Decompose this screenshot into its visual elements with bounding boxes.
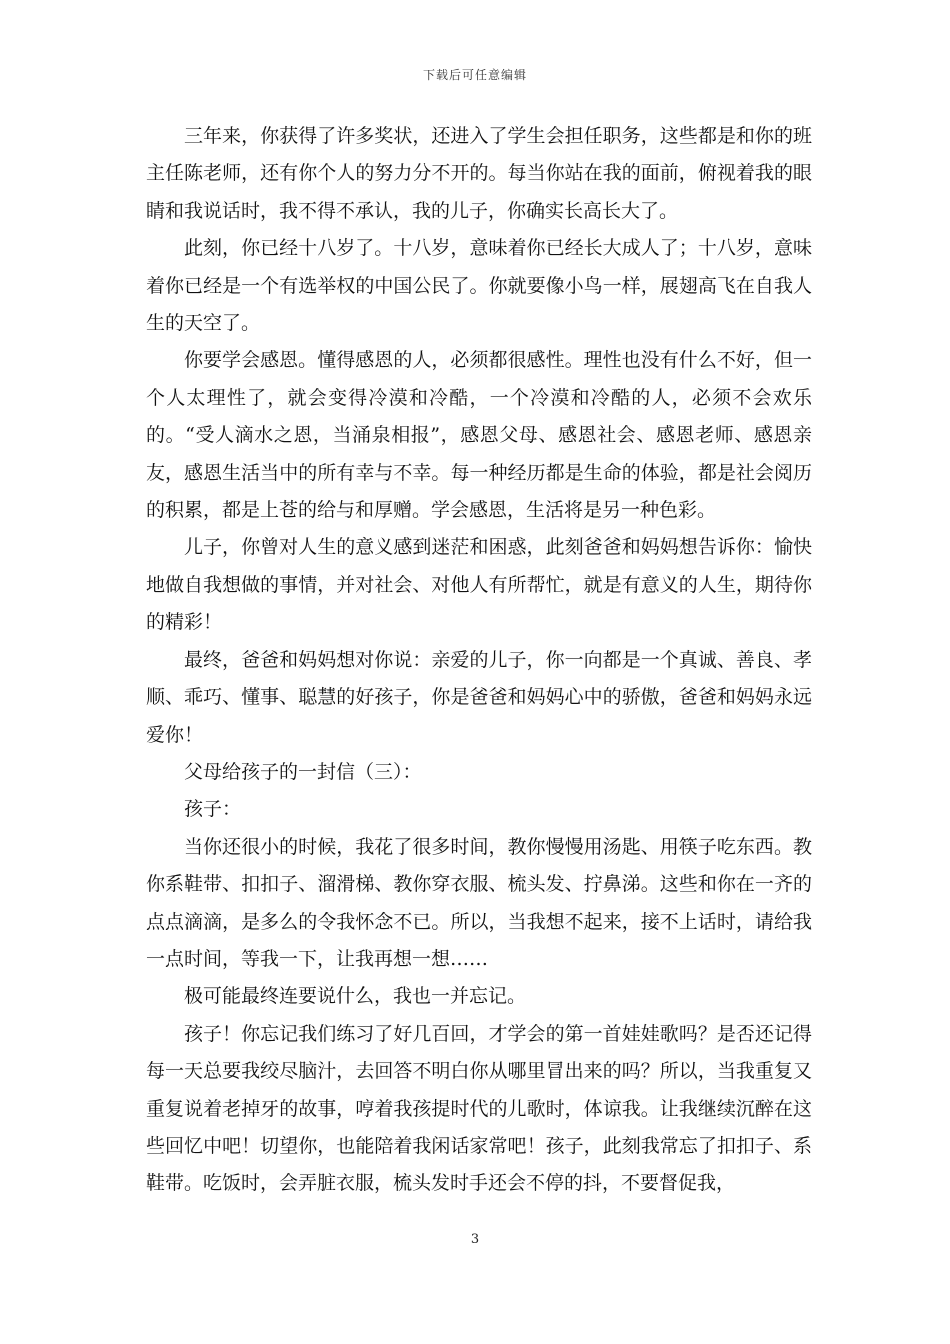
paragraph-5: 最终，爸爸和妈妈想对你说：亲爱的儿子，你一向都是一个真诚、善良、孝顺、乖巧、懂事、聪慧的好孩子，你是爸爸和妈妈心中的骄傲，爸爸和妈妈永远爱你！ (146, 648, 812, 746)
paragraph-4: 儿子，你曾对人生的意义感到迷茫和困惑，此刻爸爸和妈妈想告诉你：愉快地做自我想做的事情，并对社会、对他人有所帮忙，就是有意义的人生，期待你的精彩！ (146, 536, 812, 634)
letter-title: 父母给孩子的一封信（三）： (184, 760, 422, 783)
paragraph-3: 你要学会感恩。懂得感恩的人，必须都很感性。理性也没有什么不好，但一个人太理性了，就会变得冷漠和冷酷，一个冷漠和冷酷的人，必须不会欢乐的。“受人滴水之恩，当涌泉相报”，感恩父母、感恩社会、感恩老师、感恩亲友，感恩生活当中的所有幸与不幸。每一种经历都是生命的体验，都是社会阅历的积累，都是上苍的给与和厚赠。学会感恩，生活将是另一种色彩。 (146, 349, 812, 522)
page-number: 3 (470, 1232, 480, 1247)
paragraph-1: 三年来，你获得了许多奖状，还进入了学生会担任职务，这些都是和你的班主任陈老师，还有你个人的努力分不开的。每当你站在我的面前，俯视着我的眼睛和我说话时，我不得不承认，我的儿子，你确实长高长大了。 (146, 125, 812, 222)
paragraph-7: 极可能最终连要说什么，我也一并忘记。 (184, 985, 527, 1008)
paragraph-8: 孩子！你忘记我们练习了好几百回，才学会的第一首娃娃歌吗？是否还记得每一天总要我绞尽脑汁，去回答不明白你从哪里冒出来的吗？所以，当我重复又重复说着老掉牙的故事，哼着我孩提时代的儿歌时，体谅我。让我继续沉醉在这些回忆中吧！切望你，也能陪着我闲话家常吧！孩子，此刻我常忘了扣扣子、系鞋带。吃饭时，会弄脏衣服，梳头发时手还会不停的抖，不要督促我， (146, 1022, 812, 1195)
letter-salutation: 孩子： (184, 798, 242, 821)
page-header: 下载后可任意编辑 (422, 68, 527, 82)
paragraph-6: 当你还很小的时候，我花了很多时间，教你慢慢用汤匙、用筷子吃东西。教你系鞋带、扣扣子、溜滑梯、教你穿衣服、梳头发、拧鼻涕。这些和你在一齐的点点滴滴，是多么的令我怀念不已。所以，当我想不起来，接不上话时，请给我一点时间，等我一下，让我再想一想…… (146, 835, 812, 970)
document-body (146, 118, 812, 1203)
paragraph-2: 此刻，你已经十八岁了。十八岁，意味着你已经长大成人了；十八岁，意味着你已经是一个有选举权的中国公民了。你就要像小鸟一样，展翅高飞在自我人生的天空了。 (146, 237, 812, 335)
